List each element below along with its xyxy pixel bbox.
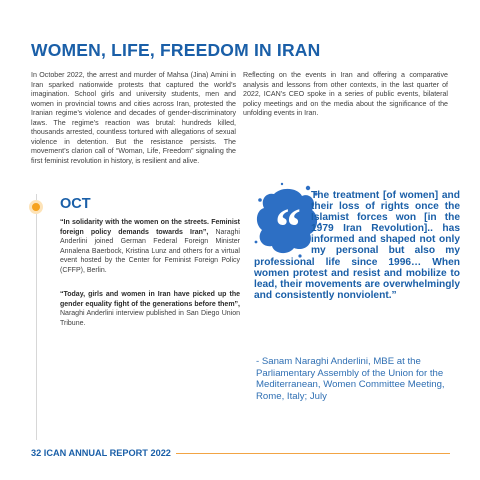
entry-quote: “In solidarity with the women on the streets. Feminist foreign policy demands towards Iran”, (60, 219, 240, 236)
timeline-line (36, 194, 37, 440)
page-title: WOMEN, LIFE, FREEDOM IN IRAN (31, 40, 321, 60)
timeline-month: OCT (60, 196, 91, 212)
footer-rule (176, 453, 450, 454)
entry-text: Naraghi Anderlini interview published in San Diego Union Tribune. (60, 310, 240, 327)
timeline-entry (60, 218, 240, 275)
page-number: 32 (31, 448, 42, 458)
entry-quote: “Today, girls and women in Iran have picked up the gender equality fight of the generations before them”, (60, 291, 240, 308)
quote-attribution: - Sanam Naraghi Anderlini, MBE at the Parliamentary Assembly of the Union for the Mediterranean, Women Committee Meeting, Rome, Italy; July (256, 356, 445, 403)
intro-left-paragraph: In October 2022, the arrest and murder of Mahsa (Jina) Amini in Iran sparked nationwide protests that captured the world’s imagination. School girls and university students, men and women in provincial towns and cities across Iran, protested the Iranian regime’s violence and decades of gender-discriminatory laws. The regime’s reaction was brutal: hundreds killed, thousands arrested, countless tortured with allegations of sexual violence in detention. But the resistance persists. The movement’s clarion call of “Woman, Life, Freedom” signaling the first feminist revolution in history, is resilient and alive. (31, 71, 236, 165)
timeline-entry (60, 290, 240, 328)
footer (31, 448, 171, 458)
quote-mark: “ (275, 199, 301, 256)
pull-quote: The treatment [of women] and their loss of rights once the Islamist forces won [in the 1979 Iran Revolution].. has informed and shaped not only my personal but also my professional life since 1996… When women protest and resist and mobilize to lead, their movements are overwhelmingly and consistently nonviolent.” (254, 190, 460, 301)
intro-right-paragraph: Reflecting on the events in Iran and offering a comparative analysis and lessons from other contexts, in the last quarter of 2022, ICAN’s CEO spoke in a series of public events, bilateral policy meetings and on the media about the significance of the unfolding events in Iran. (243, 71, 448, 118)
report-name: ICAN ANNUAL REPORT 2022 (43, 448, 171, 458)
entry-text: Naraghi Anderlini joined German Federal Foreign Minister Annalena Baerbock, Kristina Lunz and others for a virtual event hosted by the Center for Feminist Foreign Policy (CFFP), Berlin. (60, 228, 240, 274)
timeline-dot-icon (29, 200, 43, 214)
